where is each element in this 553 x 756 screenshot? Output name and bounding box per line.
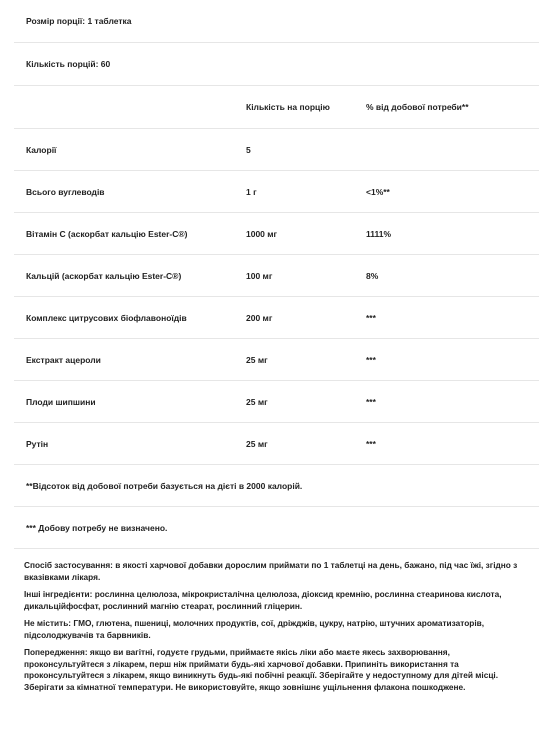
product-notes (14, 549, 539, 693)
nutrient-dv: *** (366, 312, 376, 323)
nutrient-amount: 25 мг (246, 438, 268, 449)
nutrient-name: Кальцій (аскорбат кальцію Ester-C®) (26, 270, 182, 281)
nutrient-amount: 1 г (246, 186, 257, 197)
servings-count-row (14, 43, 539, 86)
table-row (14, 171, 539, 213)
footnote-dv-row (14, 465, 539, 507)
table-header (14, 86, 539, 129)
footnote-dv: **Відсоток від добової потреби базується на дієті в 2000 калорій. (26, 480, 303, 491)
nutrient-dv: *** (366, 396, 376, 407)
warning-text: Попередження: якщо ви вагітні, годуєте грудьми, приймаєте якісь ліки або маєте якесь захворювання, проконсультуйтеся з лікарем, перш ніж приймати будь-які харчової добавки. Припиніть використання та проконсультуйтеся з лікарем, якщо виникнуть будь-які побічні реакції. Зберігайте у недоступному для дітей місці. Зберігати за кімнатної температури. Не використовуйте, якщо зовнішнє ущільнення флакона пошкоджене. (24, 647, 499, 692)
table-row (14, 339, 539, 381)
footnote-na-row (14, 507, 539, 549)
other-ingredients: Інші інгредієнти: рослинна целюлоза, мікрокристалічна целюлоза, діоксид кремнію, рослинна стеаринова кислота, дикальційфосфат, рослинний магнію стеарат, рослинний гліцерин. (24, 589, 502, 611)
nutrient-dv: <1%** (366, 186, 390, 197)
free-from-list: Не містить: ГМО, глютена, пшениці, молочних продуктів, сої, дріжджів, цукру, натрію, штучних ароматизаторів, підсолоджувачів та барвників. (24, 618, 485, 640)
nutrient-amount: 25 мг (246, 354, 268, 365)
table-row (14, 423, 539, 465)
nutrient-name: Плоди шипшини (26, 396, 96, 407)
nutrient-name: Вітамін С (аскорбат кальцію Ester-C®) (26, 228, 188, 239)
nutrient-dv: *** (366, 438, 376, 449)
table-row (14, 213, 539, 255)
nutrient-name: Комплекс цитрусових біофлавоноїдів (26, 312, 187, 323)
nutrient-amount: 200 мг (246, 312, 273, 323)
column-header-dv: % від добової потреби** (366, 102, 469, 112)
nutrient-amount: 25 мг (246, 396, 268, 407)
nutrient-dv: 1111% (366, 228, 392, 239)
nutrient-name: Екстракт ацероли (26, 354, 101, 365)
nutrient-amount: 1000 мг (246, 228, 278, 239)
table-row (14, 297, 539, 339)
nutrient-amount: 100 мг (246, 270, 273, 281)
usage-directions: Спосіб застосування: в якості харчової добавки дорослим приймати по 1 таблетці на день, бажано, під час їжі, згідно з вказівками лікаря. (24, 560, 518, 582)
column-header-amount: Кількість на порцію (246, 102, 330, 112)
nutrient-name: Рутін (26, 438, 49, 449)
serving-size-row (14, 0, 539, 43)
nutrient-dv: *** (366, 354, 376, 365)
table-row (14, 129, 539, 171)
serving-size: Розмір порції: 1 таблетка (26, 16, 132, 26)
nutrient-name: Всього вуглеводів (26, 186, 105, 197)
table-row (14, 381, 539, 423)
nutrient-dv: 8% (366, 270, 379, 281)
nutrient-amount: 5 (246, 144, 251, 155)
footnote-not-established: *** Добову потребу не визначено. (26, 522, 168, 533)
servings-count: Кількість порцій: 60 (26, 59, 111, 69)
table-row (14, 255, 539, 297)
nutrient-name: Калорії (26, 144, 57, 155)
